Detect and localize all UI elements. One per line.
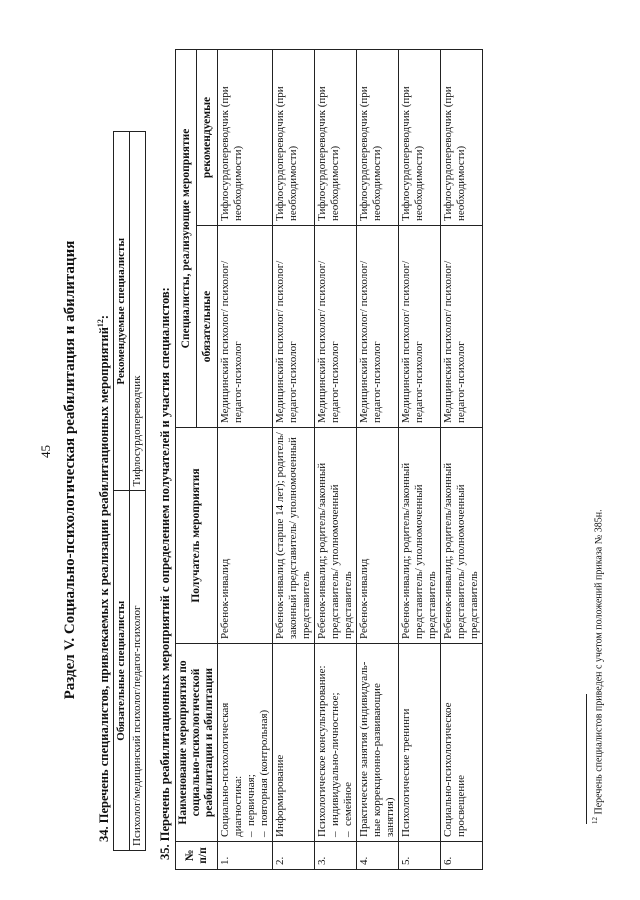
header-mandatory-specialists: Обязательные специалисты [114,491,130,851]
measure-name-cell [357,644,399,842]
row-number: 6. [441,842,483,870]
measure-name: Практические занятия (индивидуаль-ные коррекционно-развивающие занятия) [358,661,396,837]
row-number: 5. [399,842,441,870]
list34-heading [96,315,112,842]
recipient-cell: Ребенок-инвалид [218,428,273,644]
footnote-text: Перечень специалистов приведен с учетом положений приказа № 385н. [593,509,605,817]
mandatory-specialists-cell: Медицинский психолог/ психолог/педагог-психолог [273,226,315,428]
header-recipient: Получатель мероприятия [176,428,218,644]
list-item: – первичная; [245,648,258,837]
mandatory-specialists-cell: Медицинский психолог/ психолог/педагог-психолог [441,226,483,428]
row-number: 3. [315,842,357,870]
table-row [399,49,441,869]
table-row [218,49,273,869]
header-recommended-specialists: Рекомендуемые специалисты [114,132,130,492]
table-header-row [176,49,197,869]
list-item: – индивидуально-личностное; [329,648,342,837]
table-row [130,132,146,851]
list-item: – семейное [342,648,355,837]
list34-heading-text: 34. Перечень специалистов, привлекаемых к реализации реабилитационных мероприятий [97,327,112,842]
footnote-mark: 12 [591,817,599,824]
recommended-specialists-cell: Тифлосурдопереводчик (при необходимости) [441,49,483,225]
measure-subitems [245,648,271,837]
measure-name-cell [273,644,315,842]
mandatory-specialists-cell: Медицинский психолог/ психолог/педагог-психолог [315,226,357,428]
recommended-specialists-cell: Тифлосурдопереводчик (при необходимости) [273,49,315,225]
measures-table [175,49,483,870]
recipient-cell: Ребенок-инвалид; родитель/законный представитель/ уполномоченный представитель [315,428,357,644]
row-number: 1. [218,842,273,870]
measure-name-cell [441,644,483,842]
footnote-divider [586,694,587,824]
table-row [273,49,315,869]
list34-heading-end: : [97,314,112,320]
measure-subitems [329,648,355,837]
measure-name: Психологическое консультирование: [316,665,328,837]
row-number: 2. [273,842,315,870]
section-title: Раздел V. Социально-психологическая реабилитация и абилитация [62,240,78,700]
footnote [591,509,604,824]
recommended-specialists-cell: Тифлосурдопереводчик (при необходимости) [399,49,441,225]
table-row [441,49,483,869]
table-header-row [114,132,130,851]
table-row [357,49,399,869]
measure-name-cell [218,644,273,842]
measure-name: Психологические тренинги [400,708,412,837]
header-recommended: рекомендуемые [197,49,218,225]
recipient-cell: Ребенок-инвалид (старше 14 лет); родитель/законный представитель/ уполномоченный представитель [273,428,315,644]
recipient-cell: Ребенок-инвалид; родитель/законный представитель/ уполномоченный представитель [399,428,441,644]
row-number: 4. [357,842,399,870]
mandatory-specialists-cell: Медицинский психолог/ психолог/педагог-психолог [357,226,399,428]
mandatory-specialists-cell: Медицинский психолог/ психолог/педагог-психолог [218,226,273,428]
footnote-ref: 12 [96,319,105,328]
header-specialists: Специалисты, реализующие мероприятие [176,49,197,427]
list35-heading: 35. Перечень реабилитационных мероприятий с определением получателей и участия специалистов: [158,287,172,860]
recommended-specialists-cell: Тифлосурдопереводчик (при необходимости) [315,49,357,225]
recommended-specialists-cell: Тифлосурдопереводчик (при необходимости) [357,49,399,225]
measure-name: Информирование [274,754,286,837]
measures-table-body [218,49,483,869]
recommended-specialists-cell: Тифлосурдопереводчик (при необходимости) [218,49,273,225]
mandatory-specialists-cell: Психолог/медицинский психолог/педагог-психолог [130,491,146,851]
page-number: 45 [38,445,53,458]
header-mandatory: обязательные [197,226,218,428]
specialists-table [113,131,146,851]
measure-name-cell [399,644,441,842]
header-num: № п/п [176,842,218,870]
mandatory-specialists-cell: Медицинский психолог/ психолог/педагог-психолог [399,226,441,428]
recipient-cell: Ребенок-инвалид; родитель/законный представитель/ уполномоченный представитель [441,428,483,644]
header-measure-name: Наименование мероприятия по социально-психологической реабилитации и абилитации [176,644,218,842]
table-row [315,49,357,869]
measure-name: Социально-психологическое просвещение [442,702,467,837]
recipient-cell: Ребенок-инвалид [357,428,399,644]
measure-name-cell [315,644,357,842]
measure-name: Социально-психологическая диагностика: [219,702,244,837]
recommended-specialists-cell: Тифлосурдопереводчик [130,132,146,492]
list-item: – повторная (контрольная) [258,648,271,837]
